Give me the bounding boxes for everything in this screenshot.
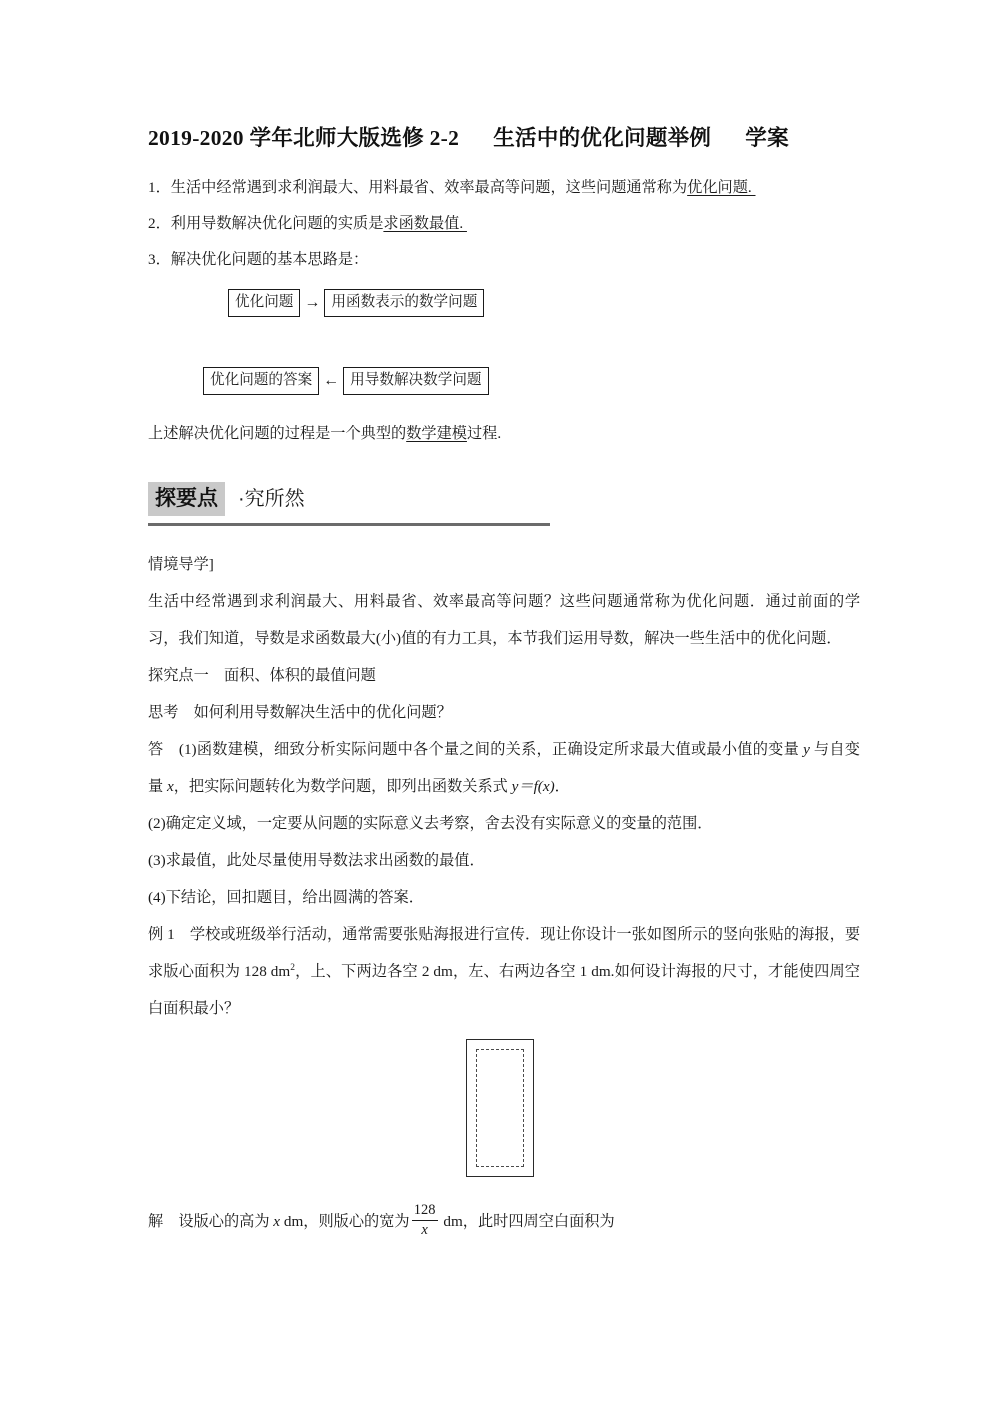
variable-y: y xyxy=(803,741,810,758)
summary-text-before: 上述解决优化问题的过程是一个典型的 xyxy=(148,425,407,442)
example-1-text xyxy=(148,916,860,1027)
example-part-2: ，上、下两边各空 2 dm，左、右两边各空 1 dm.如何设计海报的尺寸，才能使四周空白面积最小？ xyxy=(148,963,860,1017)
fraction-128-over-x xyxy=(412,1202,438,1239)
section-heading-badge: 探要点 xyxy=(148,482,225,516)
figure-container xyxy=(148,1039,860,1187)
answer-item-3: (3)求最值，此处尽量使用导数法求出函数的最值． xyxy=(148,852,485,869)
key-points-list xyxy=(148,170,860,278)
answer-suffix: ． xyxy=(554,778,570,795)
section-heading xyxy=(148,482,550,526)
solution-unit-2: dm， xyxy=(439,1212,478,1230)
solution-suffix: 此时四周空白面积为 xyxy=(477,1212,615,1230)
solution-unit-1: dm，则版心的宽为 xyxy=(280,1212,410,1230)
summary-text-after: 过程. xyxy=(466,425,502,442)
answer-mid-1: 与自变量 xyxy=(148,741,860,795)
flow-diagram xyxy=(148,288,860,396)
section-body xyxy=(148,546,860,1027)
list-item-answer: 求函数最值. xyxy=(383,215,467,232)
list-item xyxy=(148,206,860,242)
summary-answer: 数学建模 xyxy=(406,425,467,442)
answer-item-2: (2)确定定义域，一定要从问题的实际意义去考察，舍去没有实际意义的变量的范围． xyxy=(148,815,713,832)
flow-box-function-math-problem: 用函数表示的数学问题 xyxy=(324,289,484,317)
flow-box-optimization-problem: 优化问题 xyxy=(228,289,300,317)
think-line: 思考 如何利用导数解决生活中的优化问题？ xyxy=(148,704,452,721)
document-content xyxy=(148,112,860,1240)
answer-item-4: (4)下结论，回扣题目，给出圆满的答案． xyxy=(148,889,424,906)
arrow-left-icon: ← xyxy=(323,372,340,389)
solution-variable-x: x xyxy=(273,1212,281,1230)
fraction-denominator: x xyxy=(421,1222,428,1239)
list-item xyxy=(148,170,860,206)
arrow-right-icon: → xyxy=(304,294,321,311)
intro-label: 情境导学] xyxy=(148,556,214,573)
page-title: 2019-2020 学年北师大版选修 2-2 生活中的优化问题举例 学案 xyxy=(148,126,789,150)
fraction-numerator: 128 xyxy=(413,1202,436,1218)
flow-row-1 xyxy=(228,288,860,318)
section-heading-rest: ·究所然 xyxy=(238,488,305,510)
solution-line xyxy=(148,1203,860,1240)
flow-box-derivative-solve: 用导数解决数学问题 xyxy=(343,367,488,395)
flow-box-optimization-answer: 优化问题的答案 xyxy=(203,367,319,395)
list-item-text: 3．解决优化问题的基本思路是： xyxy=(148,251,369,268)
poster-inner-dashed-region xyxy=(476,1049,524,1167)
answer-mid-2: ，把实际问题转化为数学问题，即列出函数关系式 xyxy=(173,778,512,795)
intro-paragraph: 生活中经常遇到求利润最大、用料最省、效率最高等问题？这些问题通常称为优化问题．通过前面的学习，我们知道，导数是求函数最大(小)值的有力工具，本节我们运用导数，解决一些生活中的优化问题． xyxy=(148,593,860,647)
list-item xyxy=(148,242,860,278)
poster-diagram xyxy=(466,1039,534,1177)
list-item-answer: 优化问题. xyxy=(687,179,756,196)
flow-row-2 xyxy=(203,366,860,396)
example-part-1: 例 1 学校或班级举行活动，通常需要张贴海报进行宣传．现让你设计一张如图所示的竖向张贴的海报，要求版心面积为 128 dm xyxy=(148,926,860,980)
solution-prefix: 解 设版心的高为 xyxy=(148,1212,274,1230)
answer-item-1 xyxy=(148,731,860,805)
list-item-text: 1．生活中经常遇到求利润最大、用料最省、效率最高等问题，这些问题通常称为 xyxy=(148,179,688,196)
superscript-two: 2 xyxy=(290,962,295,973)
variable-x: x xyxy=(166,778,174,795)
answer-prefix: 答 (1)函数建模，细致分析实际问题中各个量之间的关系，正确设定所求最大值或最小值的变量 xyxy=(148,741,804,758)
explore-point-heading: 探究点一 面积、体积的最值问题 xyxy=(148,667,376,684)
formula-y-equals-fx: y＝f(x) xyxy=(511,778,555,795)
list-item-text: 2．利用导数解决优化问题的实质是 xyxy=(148,215,384,232)
summary-line xyxy=(148,416,860,452)
